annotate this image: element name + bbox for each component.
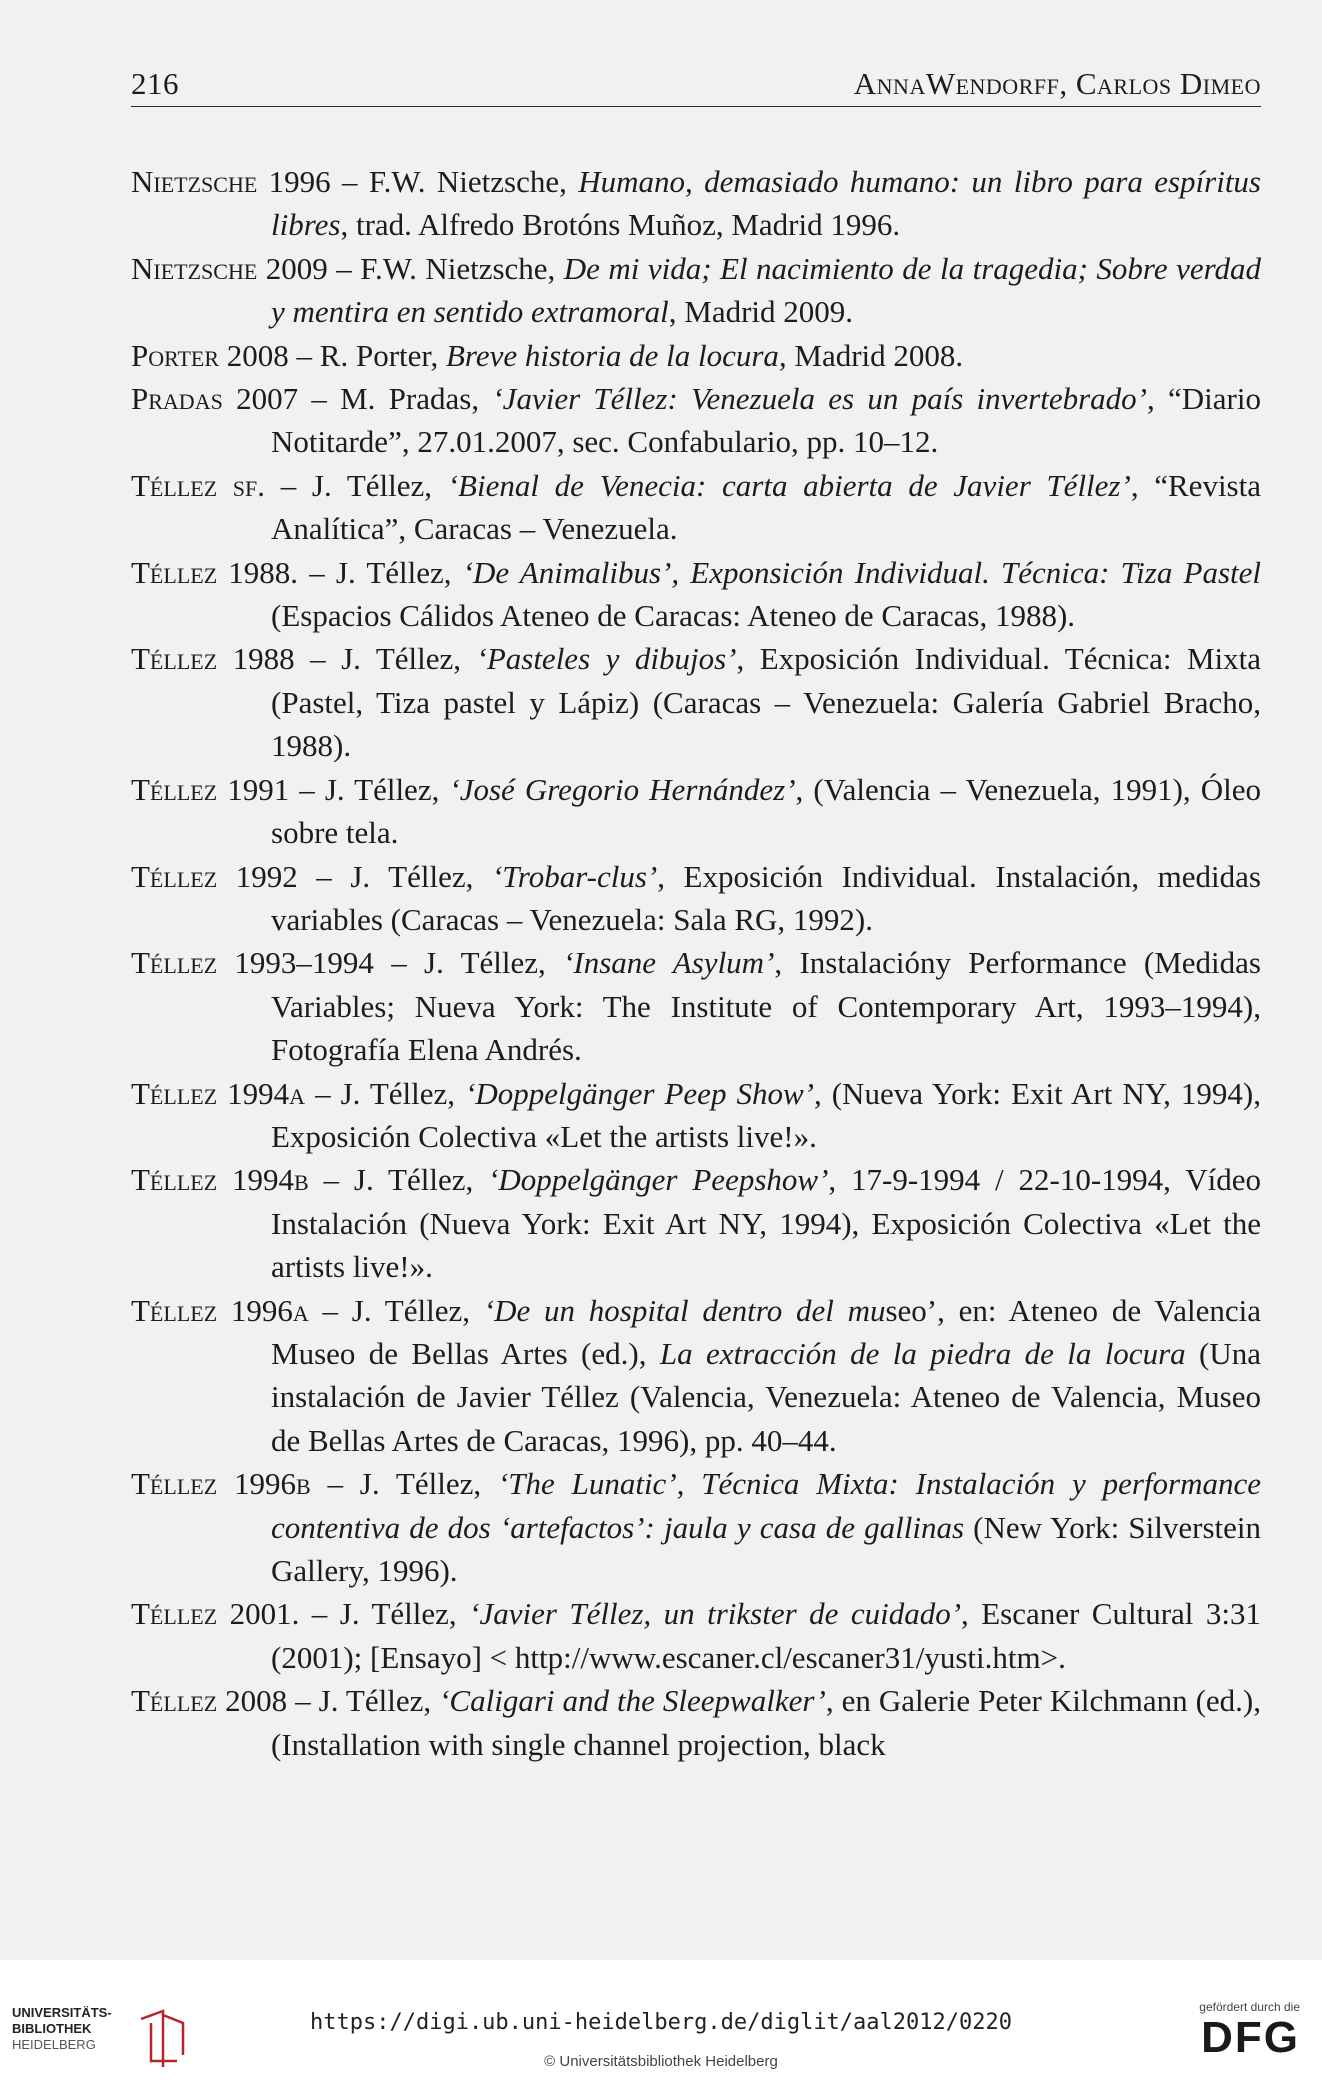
entry-title: ‘Doppelgänger Peepshow’ [488, 1162, 829, 1198]
bibliography-entry [131, 855, 1261, 942]
entry-text: – F.W. Nietzsche, [330, 164, 579, 199]
entry-text: – J. Téllez, [308, 1292, 484, 1328]
entry-title: La extracción de la piedra de la locura [659, 1335, 1186, 1371]
entry-key: Téllez 1993–1994 [131, 945, 374, 981]
entry-key: Téllez 1996a [131, 1292, 309, 1328]
entry-text: – J. Téllez, [297, 858, 492, 894]
entry-text: , Exposición Individual. Instalación, medidas variables (Caracas – Venezuela: Sala RG, 1992). [271, 858, 1261, 937]
footer [0, 1960, 1322, 2098]
entry-title: ‘Bienal de Venecia: carta abierta de Javier Téllez’ [447, 467, 1131, 503]
entry-text: , Instalacióny Performance (Medidas Variables; Nueva York: The Institute of Contemporary Art, 1993–1994), Fotografía Elena Andrés. [271, 945, 1261, 1068]
entry-text: – J. Téllez, [308, 1162, 489, 1198]
entry-text: , (Nueva York: Exit Art NY, 1994), Exposición Colectiva «Let the artists live!». [271, 1075, 1261, 1154]
entry-text: – J. Téllez, [294, 641, 477, 677]
entry-text: (Una instalación de Javier Téllez (Valencia, Venezuela: Ateneo de Valencia, Museo de Bellas Artes de Caracas, 1996), pp. 40–44. [271, 1335, 1261, 1458]
entry-title: ‘The Lunatic’, Técnica Mixta: Instalación y performance contentiva de dos ‘artefactos’: jaula y casa de gallinas [271, 1466, 1261, 1545]
entry-text: , 17-9-1994 / 22-10-1994, Vídeo Instalación (Nueva York: Exit Art NY, 1994), Exposición Colectiva «Let the artists live!». [271, 1162, 1261, 1285]
library-line: BIBLIOTHEK [12, 2021, 92, 2036]
entry-text: , Exposición Individual. Técnica: Mixta (Pastel, Tiza pastel y Lápiz) (Caracas – Venezuela: Galería Gabriel Bracho, 1988). [271, 641, 1261, 764]
bibliography-entry [131, 377, 1261, 464]
entry-text: , en Galerie Peter Kilchmann (ed.), (Installation with single channel projection, black [271, 1683, 1261, 1762]
bibliography-entry [131, 941, 1261, 1071]
entry-text: – J. Téllez, [305, 1075, 466, 1111]
entry-text: – J. Téllez, [289, 771, 450, 807]
entry-title: Humano, demasiado humano: un libro para espíritus libres [271, 164, 1261, 243]
bibliography-entry [131, 1072, 1261, 1159]
entry-key: Téllez 1994b [131, 1162, 309, 1198]
dfg-logo[interactable] [1170, 2000, 1300, 2062]
entry-key: Téllez sf. [131, 467, 266, 503]
entry-text: Madrid 2008. [786, 337, 964, 373]
dfg-wordmark: DFG [1201, 2013, 1300, 2062]
bibliography-entry [131, 334, 1261, 377]
entry-key: Téllez 2001. [131, 1596, 300, 1632]
entry-title: De mi vida; El nacimiento de la tragedia; Sobre verdad y mentira en sentido extramoral [271, 250, 1262, 330]
entry-text: – J. Téllez, [265, 467, 448, 503]
entry-key: Téllez 1996b [131, 1466, 311, 1502]
entry-key: Téllez 1988. [131, 554, 299, 590]
entry-text: – F.W. Nietzsche, [327, 250, 564, 286]
source-url[interactable]: https://digi.ub.uni-heidelberg.de/diglit/aal2012/0220 [310, 2010, 1012, 2035]
entry-title: ‘De un hospital dentro del mu [483, 1292, 886, 1328]
bibliography-entry [131, 247, 1261, 334]
bibliography-entry [131, 464, 1261, 551]
dfg-note: gefördert durch die [1199, 2000, 1300, 2014]
entry-title: ‘Trobar-clus’ [491, 858, 658, 894]
bibliography-entry [131, 1679, 1261, 1766]
entry-text: – J. Téllez, [287, 1683, 440, 1719]
copyright-notice: © Universitätsbibliothek Heidelberg [544, 2053, 778, 2070]
entry-title: ‘Javier Téllez: Venezuela es un país invertebrado’ [492, 381, 1148, 417]
entry-text: – J. Téllez, [298, 554, 463, 590]
entry-title: ‘Pasteles y dibujos’ [476, 641, 737, 677]
bibliography-entry [131, 1592, 1261, 1679]
page-header [131, 62, 1261, 107]
entry-title: ‘Insane Asylum’ [563, 945, 775, 981]
entry-title: ‘Javier Téllez, un trikster de cuidado’ [469, 1596, 962, 1632]
entry-text: – R. Porter, [288, 337, 446, 373]
entry-title: ‘De Animalibus’, Exponsición Individual. Técnica: Tiza Pastel [462, 554, 1261, 590]
entry-key: Nietzsche 2009 [131, 250, 328, 286]
entry-key: Téllez 1992 [131, 858, 298, 894]
bibliography-entry [131, 1289, 1261, 1463]
entry-key: Téllez 1994a [131, 1075, 306, 1111]
entry-text: , (Valencia – Venezuela, 1991), Óleo sobre tela. [271, 771, 1262, 851]
entry-title: ‘José Gregorio Hernández’ [449, 771, 796, 807]
bibliography-entry [131, 551, 1261, 638]
library-line: HEIDELBERG [12, 2037, 96, 2052]
bibliography-entry [131, 160, 1261, 247]
entry-key: Pradas 2007 [131, 381, 299, 417]
entry-title: ‘Caligari and the Sleepwalker’ [439, 1683, 826, 1719]
entry-key: Nietzsche 1996 [131, 164, 331, 199]
library-line: UNIVERSITÄTS- [12, 2005, 112, 2020]
entry-text: – M. Pradas, [298, 381, 493, 417]
entry-key: Téllez 1988 [131, 641, 295, 677]
bibliography-list [131, 160, 1261, 1766]
entry-title: Breve historia de la locura, [446, 337, 787, 373]
bibliography-entry [131, 768, 1261, 855]
entry-text: , “Diario Notitarde”, 27.01.2007, sec. Confabulario, pp. 10–12. [271, 381, 1261, 460]
page-number: 216 [131, 66, 179, 101]
entry-text: , “Revista Analítica”, Caracas – Venezuela. [271, 467, 1261, 547]
entry-text: – J. Téllez, [310, 1466, 498, 1502]
entry-text: , Madrid 2009. [668, 294, 854, 330]
bibliography-entry [131, 1462, 1261, 1592]
entry-key: Téllez 1991 [131, 771, 290, 807]
entry-text: – J. Téllez, [373, 945, 564, 981]
entry-text: , trad. Alfredo Brotóns Muñoz, Madrid 1996. [340, 207, 901, 243]
entry-key: Téllez 2008 [131, 1683, 288, 1719]
entry-title: ‘Doppelgänger Peep Show’ [465, 1075, 814, 1111]
entry-text: seo’, en: Ateneo de Valencia Museo de Bellas Artes (ed.), [271, 1292, 1261, 1371]
entry-text: – J. Téllez, [299, 1596, 470, 1632]
entry-text: (New York: Silverstein Gallery, 1996). [271, 1509, 1261, 1588]
running-head: AnnaWendorff, Carlos Dimeo [853, 66, 1261, 101]
entry-key: Porter 2008 [131, 337, 289, 373]
bibliography-entry [131, 1158, 1261, 1288]
entry-text: (Espacios Cálidos Ateneo de Caracas: Ateneo de Caracas, 1988). [271, 598, 1076, 634]
entry-text: , Escaner Cultural 3:31 (2001); [Ensayo] < http://www.escaner.cl/escaner31/yusti.htm>. [271, 1596, 1261, 1675]
bibliography-entry [131, 637, 1261, 767]
